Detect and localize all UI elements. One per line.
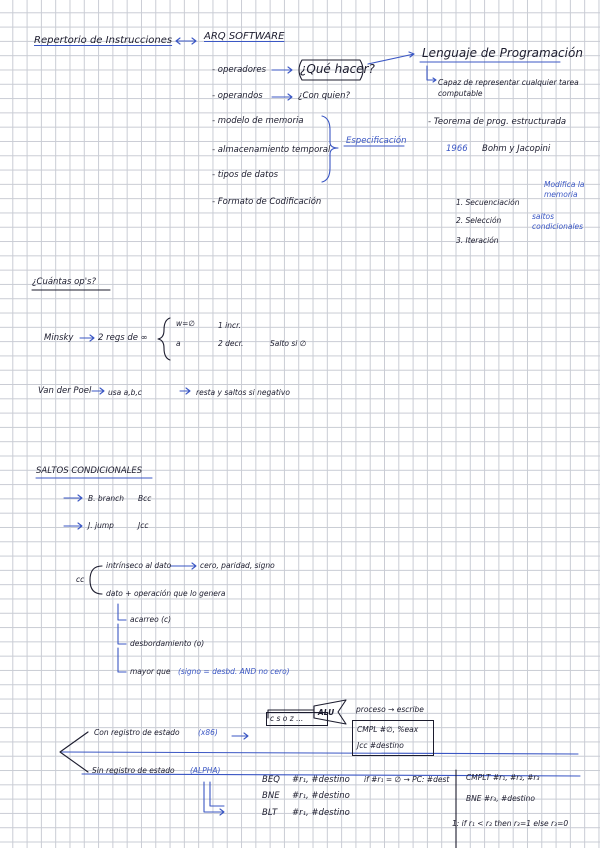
w0-label: w=∅ [176, 319, 195, 328]
proceso-label: proceso → escribe [356, 705, 424, 714]
beq-op: BEQ [262, 775, 280, 785]
acarreo-label: acarreo (c) [130, 615, 172, 624]
salto-label: Salto si ∅ [270, 339, 307, 348]
teorema-text: - Teorema de prog. estructurada [428, 117, 567, 127]
b-branch-label: B. branch [88, 494, 124, 503]
blt-op: BLT [262, 808, 278, 818]
arq-software-label: ARQ SOFTWARE [204, 31, 285, 42]
alu-label: ALU [318, 708, 335, 717]
mayor-label: mayor que [130, 667, 171, 676]
especificacion-label: Especificación [346, 136, 407, 146]
year-1966: 1966 [446, 144, 468, 154]
jcc-instr: Jcc #destino [357, 741, 404, 750]
beq-args: #r₁, #destino [292, 775, 350, 785]
sin-registro-label: Sin registro de estado [92, 766, 175, 775]
saltos-note: saltos condicionales [532, 212, 584, 231]
modifica-note: Modifica la memoria [544, 180, 585, 199]
bne-args: #r₁, #destino [292, 791, 350, 801]
intrinseco-label: intrínseco al dato [106, 561, 172, 570]
authors-text: Bohm y Jacopini [482, 144, 551, 154]
item-operandos: - operandos [212, 91, 263, 101]
resta-label: resta y saltos si negativo [196, 388, 290, 397]
list-secuenciacion: 1. Secuenciación [456, 198, 520, 207]
if-then-expression: 1: if r₁ < r₂ then r₃=1 else r₃=0 [452, 819, 569, 828]
item-label: Formato de Codificación [217, 197, 322, 207]
intrinseco-examples: cero, paridad, signo [200, 561, 275, 570]
list-seleccion: 2. Selección [456, 216, 502, 225]
item-label: tipos de datos [217, 170, 279, 180]
item-label: operandos [217, 91, 263, 101]
usa-label: usa a,b,c [108, 388, 142, 397]
bne-r3-instr: BNE #r₃, #destino [466, 794, 535, 803]
cc-label: cc [76, 575, 85, 584]
item-almacenamiento: - almacenamiento temporal [212, 145, 331, 155]
bne-op: BNE [262, 791, 280, 801]
alpha-label: (ALPHA) [190, 766, 221, 775]
item-label: modelo de memoria [217, 116, 304, 126]
desborde-label: desbordamiento (o) [130, 639, 205, 648]
item-operadores: - operadores [212, 65, 267, 75]
incr-label: 1 incr. [218, 321, 241, 330]
jcc-label: Jcc [138, 521, 149, 530]
x86-label: (x86) [198, 728, 218, 737]
cmplt-instr: CMPLT #r₁, #r₂, #r₃ [466, 773, 540, 782]
saltos-title: SALTOS CONDICIONALES [36, 466, 143, 476]
decr-label: 2 decr. [218, 339, 244, 348]
mayor-detail: (signo = desbd. AND no cero) [178, 667, 290, 676]
item-formato: - Formato de Codificación [212, 197, 322, 207]
a-label: a [176, 339, 181, 348]
lenguaje-title: Lenguaje de Programación [422, 46, 583, 60]
cmpl-instr: CMPL #∅, %eax [357, 725, 419, 734]
teorema-label: Teorema de prog. estructurada [433, 117, 567, 127]
regs-label: 2 regs de ∞ [98, 333, 148, 343]
if-expression: if #r₁ = ∅ → PC: #dest [364, 775, 450, 784]
que-hacer-label: ¿Qué hacer? [300, 62, 375, 76]
cuantas-title: ¿Cuántas op's? [32, 277, 96, 287]
x86-code-box [352, 720, 434, 756]
blt-args: #r₁, #destino [292, 808, 350, 818]
con-registro-label: Con registro de estado [94, 728, 180, 737]
capaz-text: Capaz de representar cualquier tarea computable [438, 78, 579, 98]
item-label: operadores [217, 65, 267, 75]
page-title: Repertorio de Instrucciones [34, 35, 173, 46]
item-tipos-datos: - tipos de datos [212, 170, 279, 180]
list-iteracion: 3. Iteración [456, 236, 499, 245]
dato-op-label: dato + operación que lo genera [106, 589, 226, 598]
vdp-label: Van der Poel [38, 386, 92, 396]
con-quien-label: ¿Con quien? [298, 91, 351, 101]
bcc-label: Bcc [138, 494, 152, 503]
flags-text: c s o z ... [270, 714, 304, 723]
item-label: almacenamiento temporal [217, 145, 331, 155]
j-jump-label: J. jump [88, 521, 114, 530]
item-modelo-memoria: - modelo de memoria [212, 116, 304, 126]
minsky-label: Minsky [44, 333, 74, 343]
